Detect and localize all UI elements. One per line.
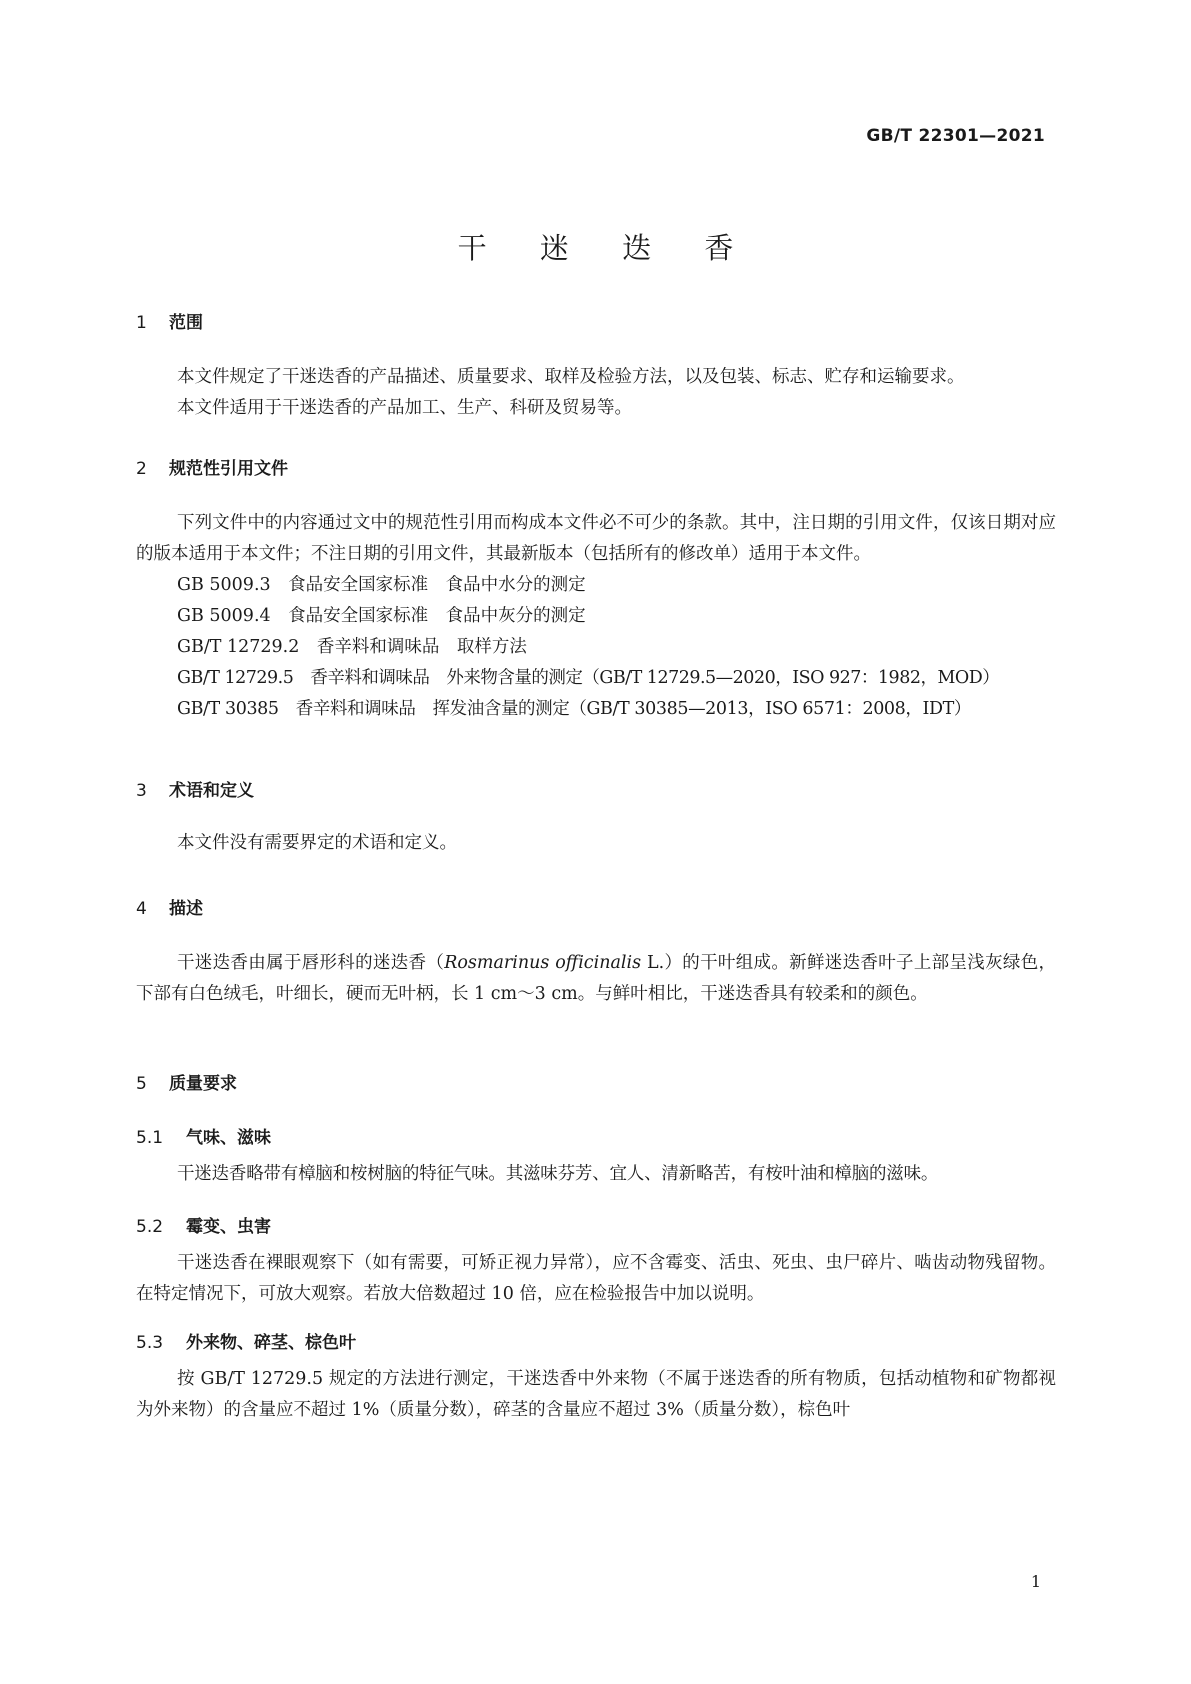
- section-2-heading: [136, 454, 288, 479]
- reference-item: GB/T 30385 香辛料和调味品 挥发油含量的测定（GB/T 30385—2013，ISO 6571：2008，IDT）: [177, 699, 972, 719]
- page-number: 1: [1030, 1572, 1041, 1591]
- subsection-5-1-body: [136, 1159, 1056, 1190]
- subsection-5-2-body: [136, 1248, 1056, 1310]
- subsection-5-3-heading: [136, 1328, 356, 1353]
- reference-item: GB 5009.3 食品安全国家标准 食品中水分的测定: [177, 575, 586, 595]
- section-title: 范围: [169, 313, 203, 333]
- section-number: 1: [136, 313, 147, 333]
- text-run: 干迷迭香由属于唇形科的迷迭香（: [177, 953, 445, 973]
- reference-item: GB 5009.4 食品安全国家标准 食品中灰分的测定: [177, 606, 586, 626]
- section-number: 3: [136, 781, 147, 801]
- paragraph: 本文件没有需要界定的术语和定义。: [177, 833, 457, 853]
- paragraph: 干迷迭香在裸眼观察下（如有需要，可矫正视力异常），应不含霉变、活虫、死虫、虫尸碎片、啮齿动物残留物。在特定情况下，可放大观察。若放大倍数超过 10 倍，应在检验报告中加以说明。: [136, 1253, 1056, 1304]
- subsection-title: 气味、滋味: [186, 1128, 271, 1148]
- subsection-number: 5.1: [136, 1128, 164, 1148]
- reference-item: GB/T 12729.2 香辛料和调味品 取样方法: [177, 637, 527, 657]
- reference-item: GB/T 12729.5 香辛料和调味品 外来物含量的测定（GB/T 12729.5—2020，ISO 927：1982，MOD）: [177, 668, 1000, 688]
- subsection-number: 5.2: [136, 1217, 164, 1237]
- paragraph: 干迷迭香略带有樟脑和桉树脑的特征气味。其滋味芬芳、宜人、清新略苦，有桉叶油和樟脑的滋味。: [177, 1164, 939, 1184]
- section-3-heading: [136, 776, 254, 801]
- document-title: 干 迷 迭 香: [457, 231, 756, 265]
- standard-code: GB/T 22301—2021: [866, 126, 1045, 146]
- subsection-title: 霉变、虫害: [186, 1217, 271, 1237]
- section-5-heading: [136, 1069, 237, 1094]
- section-title: 规范性引用文件: [169, 459, 288, 479]
- section-number: 5: [136, 1074, 147, 1094]
- scientific-name: Rosmarinus officinalis: [444, 953, 642, 973]
- subsection-5-1-heading: [136, 1123, 271, 1148]
- section-title: 术语和定义: [169, 781, 254, 801]
- section-number: 2: [136, 459, 147, 479]
- section-4-heading: [136, 894, 203, 919]
- paragraph: 本文件规定了干迷迭香的产品描述、质量要求、取样及检验方法，以及包装、标志、贮存和运输要求。: [177, 367, 965, 387]
- section-1-heading: [136, 308, 203, 333]
- section-title: 描述: [169, 899, 203, 919]
- text-run: L.）的干叶组成。新鲜迷迭香叶子上部呈浅灰绿色，下部有白色绒毛，叶细长，硬而无叶柄，长 1 cm～3 cm。与鲜叶相比，干迷迭香具有较柔和的颜色。: [136, 953, 1057, 1004]
- section-2-body: [136, 508, 1056, 725]
- section-4-body: [136, 948, 1056, 1010]
- subsection-5-3-body: [136, 1364, 1056, 1426]
- paragraph: [136, 948, 1056, 1010]
- paragraph: 下列文件中的内容通过文中的规范性引用而构成本文件必不可少的条款。其中，注日期的引用文件，仅该日期对应的版本适用于本文件；不注日期的引用文件，其最新版本（包括所有的修改单）适用于本文件。: [136, 513, 1056, 564]
- subsection-5-2-heading: [136, 1212, 271, 1237]
- subsection-title: 外来物、碎茎、棕色叶: [186, 1333, 356, 1353]
- section-number: 4: [136, 899, 147, 919]
- paragraph: 本文件适用于干迷迭香的产品加工、生产、科研及贸易等。: [177, 398, 632, 418]
- subsection-number: 5.3: [136, 1333, 164, 1353]
- section-title: 质量要求: [169, 1074, 237, 1094]
- section-3-body: [136, 828, 1056, 859]
- paragraph: 按 GB/T 12729.5 规定的方法进行测定，干迷迭香中外来物（不属于迷迭香的所有物质，包括动植物和矿物都视为外来物）的含量应不超过 1%（质量分数），碎茎的含量应不超过 3%（质量分数），棕色叶: [136, 1369, 1056, 1420]
- section-1-body: [136, 362, 1056, 424]
